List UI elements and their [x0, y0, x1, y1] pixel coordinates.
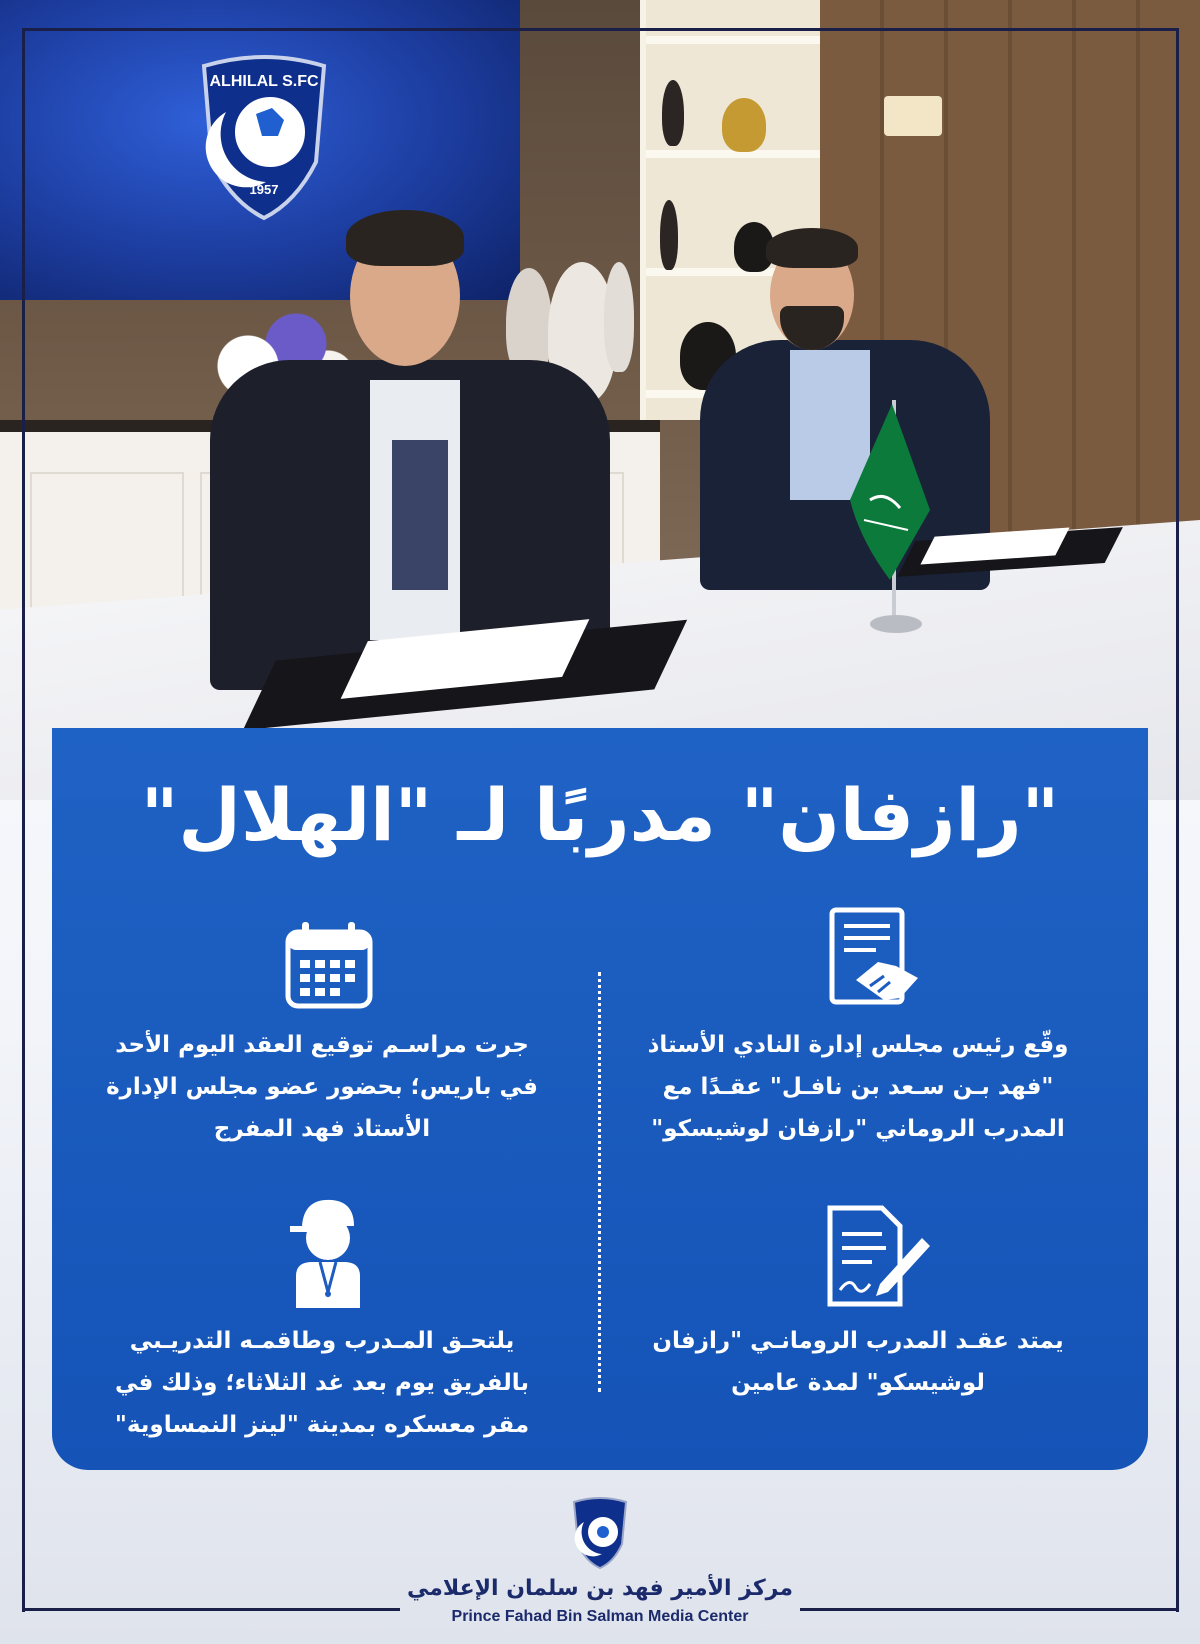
svg-text:1957: 1957 [249, 182, 279, 197]
frame-bottom-right [800, 1608, 1179, 1611]
wall-lamp [884, 96, 942, 136]
fact-ceremony: جرت مراسـم توقيع العقد اليوم الأحد في باريس؛ بحضور عضو مجلس الإدارة الأستاذ فهد المفرج [106, 1032, 538, 1142]
calendar-icon [284, 920, 374, 1010]
headline: "رازفان" مدربًا لـ "الهلال" [140, 773, 1060, 857]
contract-handshake-icon [826, 906, 924, 1010]
frame-right [1176, 28, 1179, 1612]
column-divider [598, 972, 601, 1392]
coach-icon [290, 1196, 366, 1308]
signed-document-icon [826, 1204, 930, 1308]
frame-left [22, 28, 25, 1612]
footer-english: Prince Fahad Bin Salman Media Center [451, 1608, 749, 1625]
frame-top [22, 28, 1179, 31]
fact-duration: يمتد عقـد المدرب الرومانـي "رازفان لوشيسكو" لمدة عامين [652, 1328, 1064, 1396]
hilal-crest-icon [196, 52, 332, 222]
club-logo-screen [196, 52, 332, 222]
fact-signing: وقّع رئيس مجلس إدارة النادي الأستاذ "فهد بـن سـعد بن نافـل" عقـدًا مع المدرب الروماني "رازفان لوشيسكو" [647, 1032, 1069, 1142]
signing-photo [0, 0, 1200, 800]
svg-text:ALHILAL S.FC: ALHILAL S.FC [209, 73, 319, 90]
frame-bottom-left [22, 1608, 400, 1611]
footer-arabic: مركز الأمير فهد بن سلمان الإعلامي [407, 1576, 793, 1601]
saudi-flag-icon [830, 390, 940, 640]
fact-joining: يلتحـق المـدرب وطاقمـه التدريـبي بالفريق يوم بعد غد الثلاثاء؛ وذلك في مقر معسكره بمدينة "لينز النمساوية" [114, 1328, 530, 1438]
club-logo-footer [570, 1496, 630, 1570]
